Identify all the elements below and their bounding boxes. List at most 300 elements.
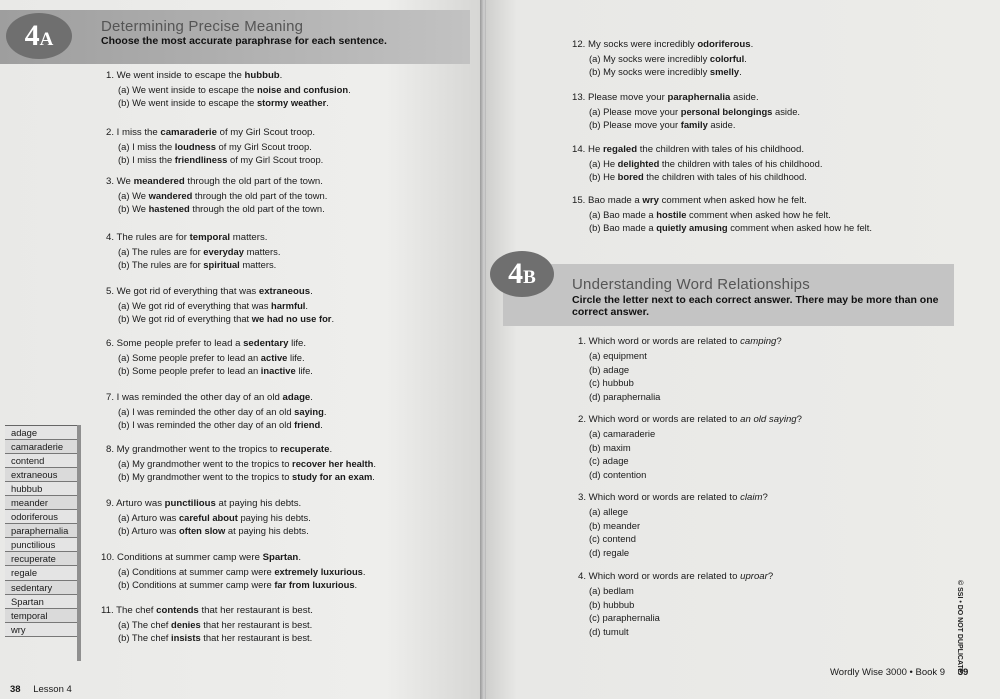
text-part: He (588, 144, 603, 155)
key-phrase: wry (642, 195, 659, 206)
word-box-item: sedentary (5, 581, 77, 595)
text-part: I miss the (132, 154, 175, 165)
text-part: My grandmother went to the tropics to (132, 471, 293, 482)
text-part: I was reminded the other day of an old (132, 419, 295, 430)
option-letter: (b) (118, 525, 132, 536)
text-part: Arturo was (116, 498, 165, 509)
option-word: paraphernalia (603, 390, 661, 402)
book-label: Wordly Wise 3000 • Book 9 (830, 667, 946, 678)
option-letter: (a) (589, 106, 604, 117)
question-number: 9. (106, 498, 117, 509)
option-letter: (b) (589, 171, 604, 182)
answer-option (589, 546, 629, 559)
key-phrase: extremely luxurious (274, 566, 363, 577)
word-box-item: contend (5, 454, 77, 468)
section-b-badge: 4B (490, 251, 554, 297)
text-part: . (305, 300, 309, 311)
text-part: I was reminded the other day of an old (132, 406, 295, 417)
option-letter: (b) (118, 259, 132, 270)
option-b (118, 631, 312, 644)
text-part: . (331, 313, 335, 324)
question-number: 3. (106, 176, 117, 187)
text-part: matters. (239, 259, 277, 270)
text-part: aside. (707, 119, 736, 130)
answer-option (589, 454, 629, 467)
word-box-item: punctilious (5, 538, 77, 552)
section-b-subtitle-2: correct answer. (572, 306, 650, 318)
option-a (589, 52, 747, 65)
text-part: Conditions at summer camp were (132, 579, 275, 590)
option-letter: (c) (589, 455, 603, 467)
option-word: contention (603, 468, 647, 480)
text-part: Some people prefer to lead an (132, 352, 261, 363)
answer-option (589, 363, 629, 376)
word-box-item: wry (5, 623, 77, 637)
option-letter: (a) (118, 352, 133, 363)
question-number: 15. (572, 195, 589, 206)
option-letter: (b) (118, 471, 133, 482)
target-word: camping (740, 336, 777, 347)
option-letter: (d) (589, 625, 604, 637)
option-letter: (a) (589, 350, 604, 361)
question-number: 1. (578, 336, 589, 347)
option-letter: (d) (589, 390, 604, 402)
question-3 (106, 175, 323, 188)
text-part: life. (288, 338, 307, 349)
text-part: . (329, 444, 333, 455)
option-letter: (a) (589, 158, 604, 169)
option-a (118, 299, 308, 312)
question-number: 13. (572, 92, 589, 103)
word-box-item: regale (5, 566, 77, 580)
text-part: . (348, 84, 351, 95)
key-phrase: often slow (178, 525, 226, 536)
option-letter: (d) (589, 468, 604, 480)
option-a (118, 618, 312, 631)
option-letter: (b) (118, 203, 133, 214)
option-letter: (b) (589, 66, 604, 77)
option-word: hubbub (602, 377, 634, 389)
key-phrase: everyday (203, 246, 244, 257)
text-part: We got rid of everything that (132, 313, 252, 324)
text-part: The chef (131, 619, 171, 630)
option-letter: (a) (118, 300, 133, 311)
question-11 (101, 604, 313, 617)
key-phrase: inactive (260, 365, 296, 376)
option-b (118, 418, 323, 431)
text-part: We went inside to escape the (132, 84, 257, 95)
text-part: We (132, 203, 149, 214)
option-letter: (a) (118, 246, 132, 257)
option-b (118, 470, 375, 483)
text-part: through the old part of the town. (189, 203, 325, 214)
relationship-question-4 (578, 570, 773, 583)
key-phrase: spiritual (203, 259, 240, 270)
key-phrase: hastened (148, 203, 190, 214)
text-part: We got rid of everything that was (116, 286, 259, 297)
relationship-question-1 (578, 335, 782, 348)
key-phrase: regaled (602, 144, 638, 155)
option-word: regale (603, 546, 630, 558)
key-phrase: stormy weather (256, 97, 327, 108)
question-number: 2. (578, 414, 589, 425)
text-part: My socks were incredibly (603, 66, 710, 77)
option-word: camaraderie (603, 428, 656, 439)
option-a (118, 405, 326, 418)
text-part: Bao made a (603, 222, 657, 233)
option-word: adage (603, 363, 630, 375)
option-b (118, 153, 323, 166)
option-letter: (a) (118, 458, 133, 469)
option-word: adage (602, 455, 629, 467)
text-part: My grandmother went to the tropics to (116, 444, 281, 455)
option-letter: (a) (118, 566, 133, 577)
question-number: 2. (106, 127, 117, 138)
text-part: at paying his debts. (225, 525, 309, 536)
target-word: claim (740, 492, 763, 503)
option-letter: (c) (589, 377, 603, 389)
text-part: matters. (243, 246, 281, 257)
word-box-item: paraphernalia (5, 524, 77, 538)
question-13 (572, 91, 759, 104)
key-phrase: Spartan (262, 552, 299, 563)
key-phrase: far from luxurious (274, 579, 355, 590)
text-part: Bao made a (603, 209, 657, 220)
text-part: the children with tales of his childhood. (637, 144, 805, 155)
word-box-item: hubbub (5, 482, 77, 496)
question-number: 5. (106, 286, 117, 297)
text-part: . (326, 97, 329, 108)
text-part: My socks were incredibly (588, 39, 698, 50)
option-a (118, 565, 366, 578)
key-phrase: wandered (148, 190, 193, 201)
option-a (118, 245, 280, 258)
text-part: Some people prefer to lead a (116, 338, 244, 349)
word-box-item: camaraderie (5, 440, 77, 454)
answer-option (589, 390, 660, 403)
question-number: 12. (572, 39, 589, 50)
question-2 (106, 126, 315, 139)
option-letter: (a) (118, 84, 133, 95)
answer-option (589, 349, 647, 362)
option-letter: (b) (118, 365, 133, 376)
option-letter: (a) (118, 190, 133, 201)
option-b (118, 578, 357, 591)
option-letter: (c) (589, 612, 603, 624)
option-letter: (a) (589, 585, 604, 596)
text-part: The rules are for (131, 246, 204, 257)
option-letter: (b) (118, 579, 133, 590)
option-word: tumult (603, 625, 629, 637)
text-part: He (603, 158, 618, 169)
key-phrase: smelly (709, 66, 740, 77)
option-word: maxim (603, 441, 631, 453)
answer-option (589, 376, 634, 389)
text-part: that her restaurant is best. (198, 605, 313, 616)
word-box-shadow (77, 425, 81, 661)
option-letter: (a) (118, 141, 133, 152)
word-box-item: odoriferous (5, 510, 77, 524)
key-phrase: temporal (189, 232, 231, 243)
text-part: aside. (772, 106, 801, 117)
section-b-title: Understanding Word Relationships (572, 276, 810, 293)
question-9 (106, 497, 301, 510)
question-5 (106, 285, 313, 298)
section-b-subtitle-1: Circle the letter next to each correct answer. There may be more than one (572, 294, 939, 306)
text-part: Conditions at summer camp were (132, 566, 275, 577)
text-part: We went inside to escape the (116, 70, 245, 81)
text-part: comment when asked how he felt. (686, 209, 831, 220)
text-part: . (739, 66, 742, 77)
option-letter: (b) (589, 598, 604, 610)
word-box-item: Spartan (5, 595, 77, 609)
question-4 (106, 231, 267, 244)
key-phrase: paraphernalia (667, 92, 731, 103)
text-part: Which word or words are related to (588, 414, 741, 425)
question-8 (106, 443, 332, 456)
question-6 (106, 337, 306, 350)
text-part: of my Girl Scout troop. (216, 127, 316, 138)
text-part: . (323, 406, 327, 417)
word-box-item: recuperate (5, 552, 77, 566)
option-a (589, 105, 800, 118)
option-a (118, 511, 311, 524)
key-phrase: friendliness (174, 154, 228, 165)
text-part: Please move your (603, 106, 681, 117)
text-part: I miss the (116, 127, 161, 138)
option-letter: (b) (589, 441, 604, 453)
key-phrase: contends (156, 605, 199, 616)
text-part: that her restaurant is best. (200, 632, 313, 643)
text-part: Which word or words are related to (588, 571, 741, 582)
question-number: 7. (106, 392, 117, 403)
question-number: 14. (572, 144, 589, 155)
answer-option (589, 441, 631, 454)
question-12 (572, 38, 753, 51)
option-letter: (a) (589, 506, 604, 517)
text-part: My grandmother went to the tropics to (132, 458, 293, 469)
key-phrase: odoriferous (697, 39, 751, 50)
option-word: paraphernalia (602, 612, 660, 624)
key-phrase: loudness (174, 141, 216, 152)
key-phrase: we had no use for (251, 313, 332, 324)
question-number: 8. (106, 444, 117, 455)
option-a (118, 457, 376, 470)
key-phrase: friend (294, 419, 321, 430)
question-number: 3. (578, 492, 589, 503)
text-part: Bao made a (588, 195, 643, 206)
text-part: . (744, 53, 747, 64)
key-phrase: quietly amusing (656, 222, 728, 233)
answer-option (589, 584, 634, 597)
text-part: . (320, 419, 323, 430)
page-number-left: 38 (10, 684, 21, 695)
option-word: bedlam (603, 585, 634, 596)
key-phrase: insists (171, 632, 201, 643)
question-number: 4. (106, 232, 117, 243)
option-letter: (b) (118, 154, 133, 165)
key-phrase: recover her health (292, 458, 374, 469)
option-word: hubbub (603, 598, 635, 610)
section-a-badge: 4A (6, 13, 72, 59)
relationship-question-2 (578, 413, 802, 426)
copyright-side-print: © SSI • DO NOT DUPLICATE (956, 580, 963, 674)
text-part: . (373, 458, 376, 469)
text-part: The chef (131, 632, 171, 643)
text-part: My socks were incredibly (603, 53, 710, 64)
text-part: life. (287, 352, 305, 363)
key-phrase: family (680, 119, 708, 130)
text-part: Arturo was (131, 525, 179, 536)
answer-option (589, 532, 636, 545)
option-word: meander (603, 519, 641, 531)
key-phrase: hostile (656, 209, 687, 220)
option-letter: (a) (589, 53, 604, 64)
word-box (5, 425, 77, 637)
text-part: I was reminded the other day of an old (116, 392, 283, 403)
text-part: ? (796, 414, 802, 425)
question-number: 6. (106, 338, 117, 349)
option-b (589, 221, 872, 234)
text-part: that her restaurant is best. (200, 619, 313, 630)
answer-option (589, 598, 634, 611)
text-part: through the old part of the town. (192, 190, 328, 201)
question-1 (106, 69, 282, 82)
key-phrase: hubbub (244, 70, 280, 81)
key-phrase: saying (294, 406, 324, 417)
question-number: 10. (101, 552, 118, 563)
option-a (118, 189, 327, 202)
text-part: Conditions at summer camp were (117, 552, 263, 563)
question-number: 4. (578, 571, 589, 582)
footer-left (10, 684, 72, 695)
text-part: Arturo was (131, 512, 179, 523)
text-part: . (279, 70, 283, 81)
text-part: Which word or words are related to (588, 336, 741, 347)
question-number: 1. (106, 70, 117, 81)
question-10 (101, 551, 301, 564)
page-number-right: 39 (957, 667, 969, 678)
key-phrase: adage (282, 392, 311, 403)
text-part: . (310, 286, 313, 297)
text-part: matters. (230, 232, 268, 243)
option-word: allege (603, 506, 629, 517)
question-15 (572, 194, 807, 207)
text-part: paying his debts. (237, 512, 311, 523)
key-phrase: harmful (271, 300, 306, 311)
key-phrase: camaraderie (160, 127, 217, 138)
text-part: . (372, 471, 375, 482)
word-box-item: extraneous (5, 468, 77, 482)
option-letter: (a) (118, 619, 132, 630)
text-part: We got rid of everything that was (132, 300, 272, 311)
text-part: Some people prefer to lead an (132, 365, 261, 376)
text-part: He (603, 171, 618, 182)
option-letter: (a) (589, 428, 604, 439)
left-page (0, 0, 482, 699)
word-box-item: adage (5, 426, 77, 440)
option-a (589, 208, 831, 221)
option-letter: (b) (589, 119, 604, 130)
text-part: of my Girl Scout troop. (215, 141, 312, 152)
option-letter: (b) (118, 313, 133, 324)
key-phrase: recuperate (280, 444, 330, 455)
text-part: Which word or words are related to (588, 492, 741, 503)
option-a (118, 83, 351, 96)
text-part: ? (767, 571, 774, 582)
key-phrase: punctilious (164, 498, 216, 509)
option-b (589, 65, 742, 78)
text-part: We (132, 190, 149, 201)
option-letter: (a) (118, 406, 133, 417)
option-b (589, 118, 735, 131)
option-letter: (a) (118, 512, 132, 523)
option-b (118, 524, 309, 537)
text-part: I miss the (132, 141, 175, 152)
key-phrase: personal belongings (680, 106, 773, 117)
option-b (589, 170, 807, 183)
text-part: of my Girl Scout troop. (227, 154, 324, 165)
text-part: . (298, 552, 301, 563)
target-word: uproar (740, 571, 768, 582)
key-phrase: study for an exam (292, 471, 373, 482)
option-letter: (b) (118, 419, 133, 430)
text-part: The rules are for (131, 259, 204, 270)
section-a-subtitle: Choose the most accurate paraphrase for each sentence. (101, 35, 387, 47)
text-part: through the old part of the town. (184, 176, 323, 187)
text-part: the children with tales of his childhood. (643, 171, 807, 182)
text-part: Please move your (588, 92, 668, 103)
right-page (486, 0, 1000, 699)
text-part: The chef (116, 605, 157, 616)
option-letter: (b) (589, 519, 604, 531)
word-box-item: temporal (5, 609, 77, 623)
key-phrase: bored (617, 171, 644, 182)
option-letter: (b) (118, 97, 133, 108)
answer-option (589, 468, 646, 481)
answer-option (589, 505, 628, 518)
text-part: ? (762, 492, 768, 503)
option-word: contend (602, 533, 636, 545)
text-part: . (354, 579, 358, 590)
key-phrase: colorful (709, 53, 745, 64)
option-b (118, 258, 276, 271)
option-letter: (b) (589, 222, 604, 233)
word-box-item: meander (5, 496, 77, 510)
text-part: comment when asked how he felt. (727, 222, 872, 233)
answer-option (589, 427, 655, 440)
text-part: ? (776, 336, 782, 347)
option-b (118, 312, 334, 325)
text-part: . (362, 566, 366, 577)
text-part: . (750, 39, 754, 50)
relationship-question-3 (578, 491, 768, 504)
text-part: We (116, 176, 134, 187)
section-a-title: Determining Precise Meaning (101, 18, 304, 35)
key-phrase: extraneous (258, 286, 311, 297)
option-b (118, 364, 313, 377)
option-letter: (a) (589, 209, 604, 220)
text-part: life. (295, 365, 313, 376)
text-part: aside. (730, 92, 759, 103)
key-phrase: sedentary (243, 338, 289, 349)
option-b (118, 202, 325, 215)
text-part: at paying his debts. (215, 498, 302, 509)
option-a (118, 140, 312, 153)
text-part: the children with tales of his childhood. (659, 158, 823, 169)
key-phrase: denies (171, 619, 201, 630)
key-phrase: noise and confusion (256, 84, 349, 95)
